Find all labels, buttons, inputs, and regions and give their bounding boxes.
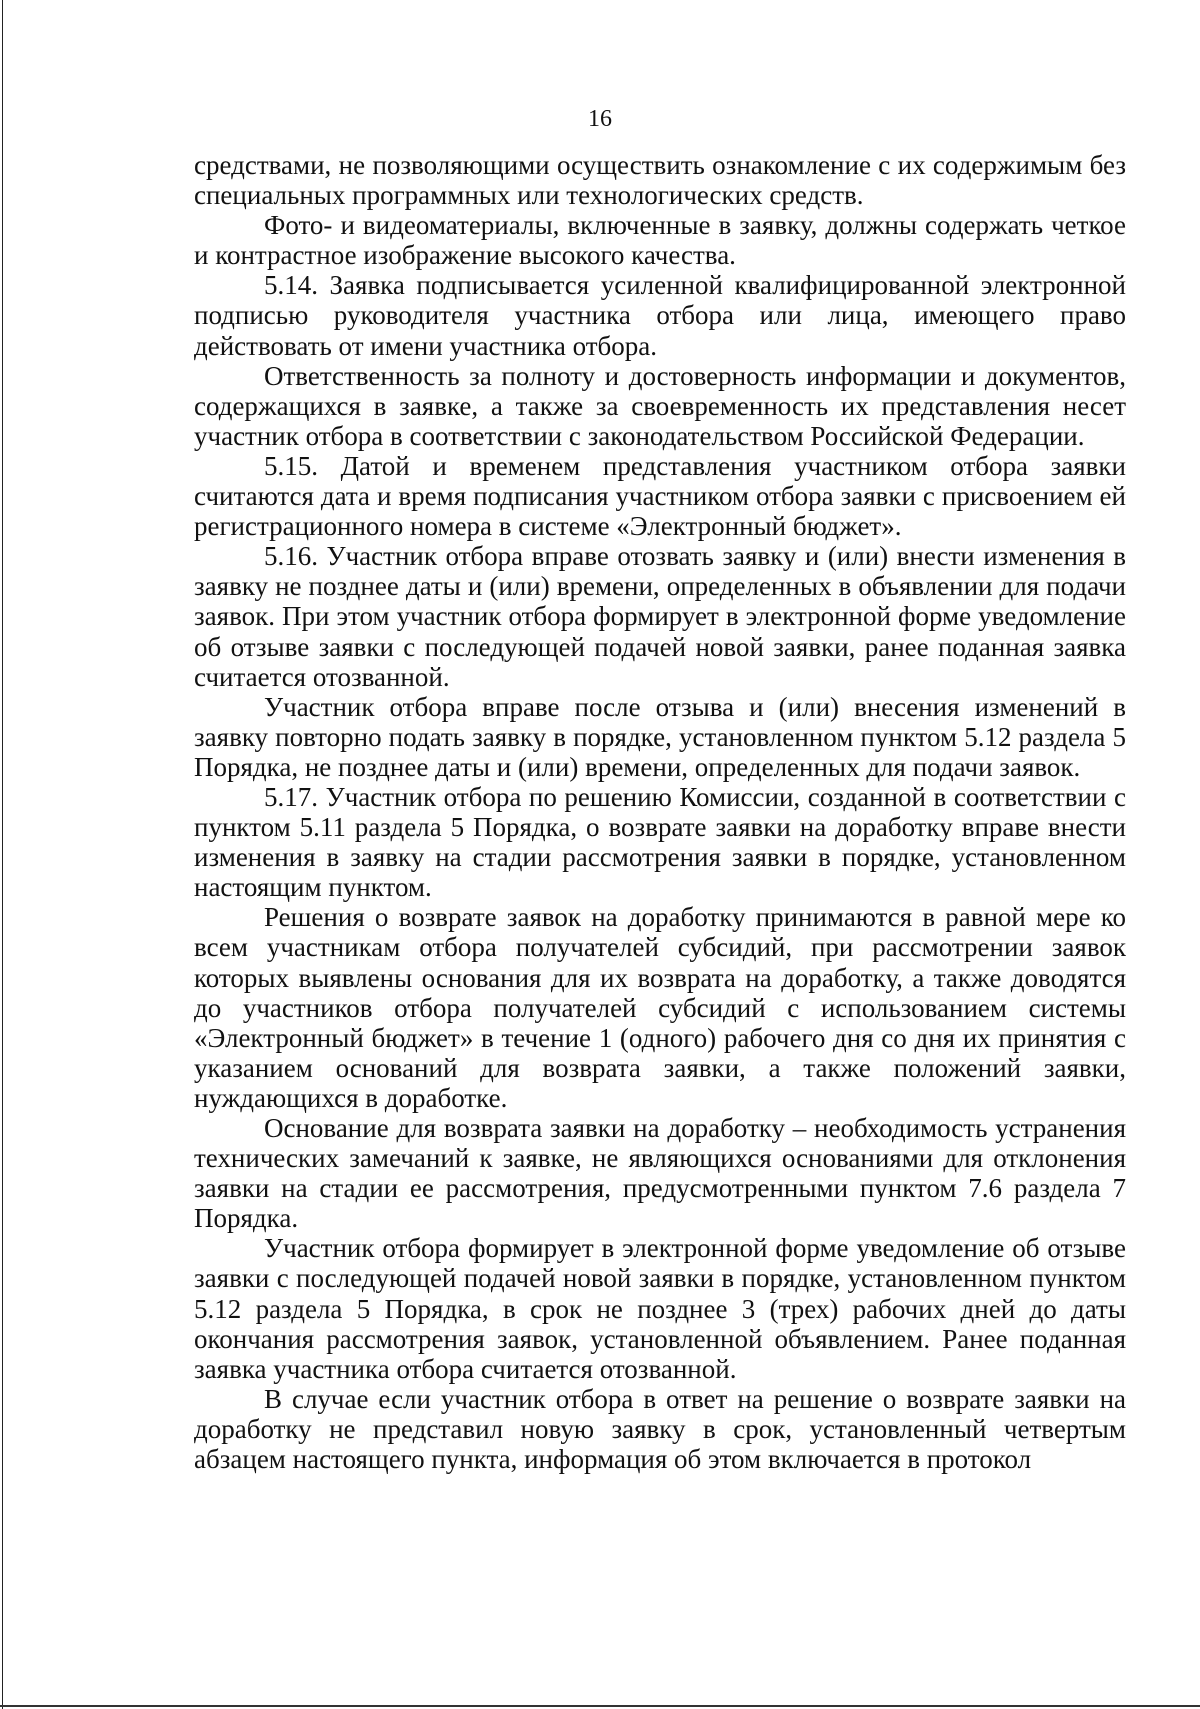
- paragraph-continuation: средствами, не позволяющими осуществить ознакомление с их содержимым без специальных программных или технологических средств.: [194, 150, 1126, 211]
- paragraph-5-15: 5.15. Датой и временем представления участником отбора заявки считаются дата и время подписания участником отбора заявки с присвоением ей регистрационного номера в системе «Электронный бюджет».: [194, 450, 1126, 542]
- document-body: [194, 150, 1126, 1474]
- scan-edge-left: [2, 0, 3, 1709]
- paragraph-responsibility: Ответственность за полноту и достоверность информации и документов, содержащихся в заявке, а также за своевременность их представления несет участник отбора в соответствии с законодательством Российской Федерации.: [194, 360, 1126, 451]
- paragraph-no-new-application: В случае если участник отбора в ответ на решение о возврате заявки на доработку не представил новую заявку в срок, установленный четвертым абзацем настоящего пункта, информация об этом включается в протокол: [194, 1383, 1126, 1475]
- paragraph-withdrawal-notice: Участник отбора формирует в электронной форме уведомление об отзыве заявки с последующей подачей новой заявки в порядке, установленном пунктом 5.12 раздела 5 Порядка, в срок не позднее 3 (трех) рабочих дней до даты окончания рассмотрения заявок, установленной объявлением. Ранее поданная заявка участника отбора считается отозванной.: [194, 1233, 1126, 1384]
- paragraph-photo-video: Фото- и видеоматериалы, включенные в заявку, должны содержать четкое и контрастное изображение высокого качества.: [194, 210, 1126, 271]
- paragraph-return-decisions: Решения о возврате заявок на доработку принимаются в равной мере ко всем участникам отбора получателей субсидий, при рассмотрении заявок которых выявлены основания для их возврата на доработку, а также доводятся до участников отбора получателей субсидий с использованием системы «Электронный бюджет» в течение 1 (одного) рабочего дня со дня их принятия с указанием оснований для возврата заявки, а также положений заявки, нуждающихся в доработке.: [194, 902, 1126, 1113]
- paragraph-resubmission: Участник отбора вправе после отзыва и (или) внесения изменений в заявку повторно подать заявку в порядке, установленном пунктом 5.12 раздела 5 Порядка, не позднее даты и (или) времени, определенных для подачи заявок.: [194, 691, 1126, 782]
- paragraph-5-17: 5.17. Участник отбора по решению Комиссии, созданной в соответствии с пунктом 5.11 раздела 5 Порядка, о возврате заявки на доработку вправе внести изменения в заявку на стадии рассмотрения заявки в порядке, установленном настоящим пунктом.: [194, 781, 1126, 903]
- paragraph-5-14: 5.14. Заявка подписывается усиленной квалифицированной электронной подписью руководителя участника отбора или лица, имеющего право действовать от имени участника отбора.: [194, 270, 1126, 361]
- paragraph-5-16: 5.16. Участник отбора вправе отозвать заявку и (или) внести изменения в заявку не позднее даты и (или) времени, определенных в объявлении для подачи заявок. При этом участник отбора формирует в электронной форме уведомление об отзыве заявки с последующей подачей новой заявки, ранее поданная заявка считается отозванной.: [194, 541, 1126, 692]
- paragraph-return-grounds: Основание для возврата заявки на доработку – необходимость устранения технических замечаний к заявке, не являющихся основаниями для отклонения заявки на стадии ее рассмотрения, предусмотренными пунктом 7.6 раздела 7 Порядка.: [194, 1113, 1126, 1234]
- page-number: 16: [588, 106, 612, 132]
- scan-edge-bottom: [0, 1705, 1200, 1707]
